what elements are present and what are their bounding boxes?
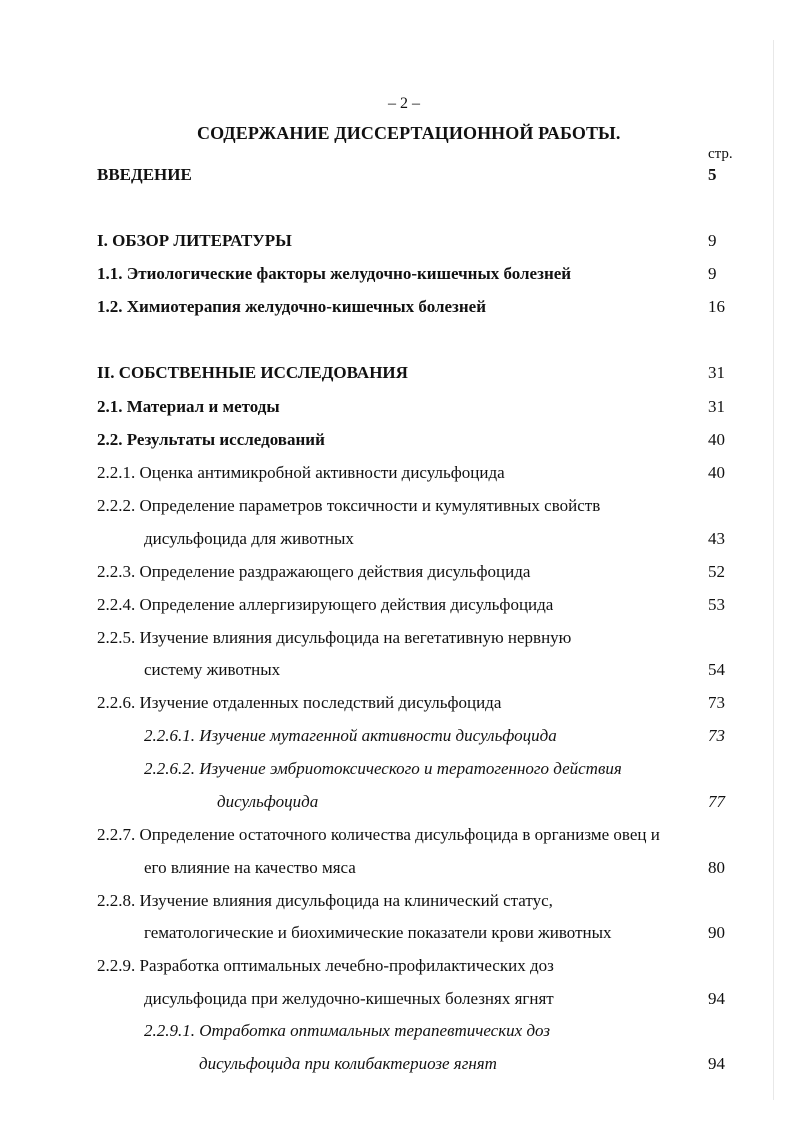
toc-entry-title: дисульфоцида при желудочно-кишечных болезнях ягнят (144, 989, 554, 1008)
toc-entry-continuation (0, 793, 793, 815)
toc-entry-page: 90 (708, 923, 725, 942)
toc-entry-title: дисульфоцида для животных (144, 529, 354, 548)
toc-entry (0, 957, 793, 979)
toc-entry-title: II. СОБСТВЕННЫЕ ИССЛЕДОВАНИЯ (97, 363, 408, 382)
toc-entry (0, 265, 793, 287)
toc-entry-continuation (0, 859, 793, 881)
toc-entry-page: 73 (708, 693, 725, 712)
toc-entry-page: 53 (708, 595, 725, 614)
toc-entry-title: ВВЕДЕНИЕ (97, 165, 192, 184)
toc-entry (0, 398, 793, 420)
toc-entry-title: 1.2. Химиотерапия желудочно-кишечных болезней (97, 297, 487, 316)
toc-entry-title: 2.2.2. Определение параметров токсичности и кумулятивных свойств (97, 496, 601, 515)
toc-entry (0, 629, 793, 651)
toc-entry-title: 2.2.5. Изучение влияния дисульфоцида на вегетативную нервную (97, 628, 572, 647)
toc-entry-title: 2.2.9.1. Отработка оптимальных терапевтических доз (144, 1021, 550, 1040)
toc-entry (0, 892, 793, 914)
toc-entry-title: 2.2.7. Определение остаточного количества дисульфоцида в организме овец и (97, 825, 660, 844)
toc-entry (0, 596, 793, 618)
page-column-label: стр. (708, 146, 733, 162)
toc-entry-title: 2.1. Материал и методы (97, 397, 280, 416)
toc-entry-title: 2.2.9. Разработка оптимальных лечебно-профилактических доз (97, 956, 554, 975)
toc-entry-title: дисульфоцида (217, 792, 319, 811)
toc-entry-title: 2.2.8. Изучение влияния дисульфоцида на клинический статус, (97, 891, 553, 910)
toc-entry-page: 80 (708, 858, 725, 877)
toc-entry-page: 9 (708, 231, 717, 250)
toc-entry (0, 431, 793, 453)
toc-entry-page: 9 (708, 264, 717, 283)
toc-entry-title: систему животных (144, 660, 281, 679)
toc-entry-page: 31 (708, 397, 725, 416)
toc-entry-title: 2.2.6. Изучение отдаленных последствий дисульфоцида (97, 693, 502, 712)
toc-entry-continuation (0, 661, 793, 683)
toc-entry (0, 464, 793, 486)
toc-entry-title: 2.2.1. Оценка антимикробной активности дисульфоцида (97, 463, 505, 482)
toc-entry-title: I. ОБЗОР ЛИТЕРАТУРЫ (97, 231, 292, 250)
toc-entry-page: 40 (708, 430, 725, 449)
toc-entry-page: 16 (708, 297, 725, 316)
toc-entry-continuation (0, 530, 793, 552)
page-number: – 2 – (388, 95, 420, 112)
toc-entry-page: 54 (708, 660, 725, 679)
toc-entry-title: дисульфоцида при колибактериозе ягнят (199, 1054, 497, 1073)
toc-entry-title: 2.2.6.2. Изучение эмбриотоксического и тератогенного действия (144, 759, 622, 778)
toc-entry-title: 2.2.3. Определение раздражающего действия дисульфоцида (97, 562, 531, 581)
toc-entry (0, 364, 793, 386)
toc-entry-page: 31 (708, 363, 725, 382)
toc-entry (0, 166, 793, 188)
toc-entry (0, 826, 793, 848)
toc-entry (0, 298, 793, 320)
toc-entry-page: 40 (708, 463, 725, 482)
toc-entry-page: 94 (708, 989, 725, 1008)
toc-entry-page: 73 (708, 726, 725, 745)
toc-entry-page: 43 (708, 529, 725, 548)
toc-entry-continuation (0, 1055, 793, 1077)
toc-entry-title: 2.2. Результаты исследований (97, 430, 325, 449)
toc-entry (0, 694, 793, 716)
toc-entry (0, 727, 793, 749)
toc-entry-title: 1.1. Этиологические факторы желудочно-кишечных болезней (97, 264, 572, 283)
toc-entry (0, 760, 793, 782)
toc-entry-continuation (0, 924, 793, 946)
toc-entry-page: 94 (708, 1054, 725, 1073)
toc-entry-title: гематологические и биохимические показатели крови животных (144, 923, 612, 942)
toc-entry-title: 2.2.6.1. Изучение мутагенной активности дисульфоцида (144, 726, 557, 745)
toc-entry (0, 563, 793, 585)
page-title: СОДЕРЖАНИЕ ДИССЕРТАЦИОННОЙ РАБОТЫ. (197, 123, 621, 143)
toc-entry-title: 2.2.4. Определение аллергизирующего действия дисульфоцида (97, 595, 554, 614)
toc-entry-page: 52 (708, 562, 725, 581)
toc-entry (0, 232, 793, 254)
toc-entry (0, 1022, 793, 1044)
toc-entry-page: 5 (708, 165, 717, 184)
toc-entry (0, 497, 793, 519)
toc-entry-title: его влияние на качество мяса (144, 858, 356, 877)
toc-entry-continuation (0, 990, 793, 1012)
toc-entry-page: 77 (708, 792, 725, 811)
